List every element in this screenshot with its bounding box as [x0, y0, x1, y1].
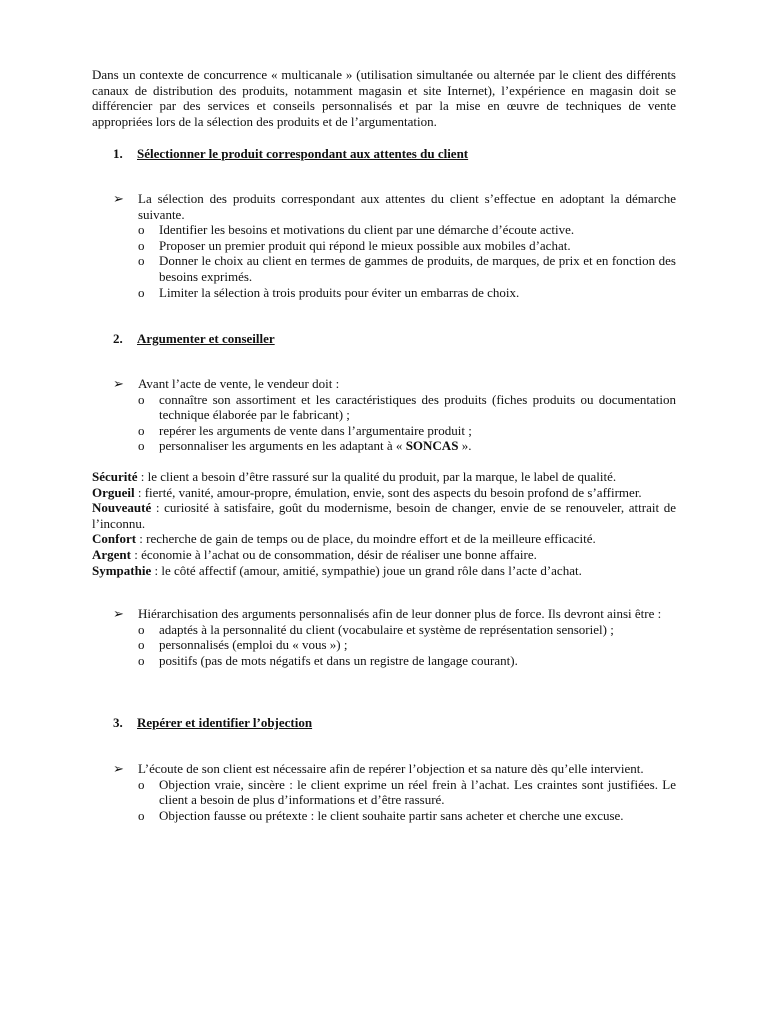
list-item-text: Proposer un premier produit qui répond le mieux possible aux mobiles d’achat.	[159, 237, 571, 253]
section-2-title: Argumenter et conseiller	[137, 331, 275, 346]
definition-text: : économie à l’achat ou de consommation, désir de réaliser une bonne affaire.	[131, 546, 537, 562]
definition-row	[92, 485, 676, 501]
list-item-text: connaître son assortiment et les caractéristiques des produits (fiches produits ou documentation technique élaborée par le fabricant) ;	[159, 391, 676, 423]
definition-text: : le côté affectif (amour, amitié, sympathie) joue un grand rôle dans l’acte d’achat.	[151, 562, 582, 578]
list-item	[138, 808, 676, 824]
section-2-bullet-2	[113, 606, 676, 668]
circle-bullet-icon: o	[138, 652, 145, 668]
list-item	[138, 777, 676, 808]
definition-term: Argent	[92, 546, 131, 562]
section-1-list	[138, 222, 676, 300]
arrow-bullet-icon: ➢	[113, 606, 124, 621]
section-2-bullet-text: Avant l’acte de vente, le vendeur doit :	[138, 376, 340, 391]
section-2-list-2	[138, 622, 676, 669]
list-item	[138, 423, 676, 439]
definition-row	[92, 531, 676, 547]
section-3-list	[138, 777, 676, 824]
soncas-word: SONCAS	[405, 438, 459, 454]
circle-bullet-icon: o	[138, 807, 145, 823]
section-1-bullet	[113, 191, 676, 300]
list-item-text: Objection vraie, sincère : le client exprime un réel frein à l’achat. Les craintes sont justifiées. Le client a besoin de plus d’informations et d’être rassuré.	[159, 776, 676, 808]
definition-text: : fierté, vanité, amour-propre, émulation, envie, sont des aspects du besoin profond de s’affirmer.	[134, 484, 642, 500]
section-3-title: Repérer et identifier l’objection	[137, 715, 313, 730]
list-item	[138, 238, 676, 254]
list-item	[138, 222, 676, 238]
list-item	[138, 637, 676, 653]
section-1-number: 1.	[113, 146, 123, 161]
list-item-text: adaptés à la personnalité du client (vocabulaire et système de représentation sensoriel) ;	[159, 621, 614, 637]
section-1-bullet-text: La sélection des produits correspondant aux attentes du client s’effectue en adoptant la démarche suivante.	[138, 191, 676, 222]
section-2-number: 2.	[113, 331, 123, 346]
section-3-bullet-text: L’écoute de son client est nécessaire afin de repérer l’objection et sa nature dès qu’elle intervient.	[138, 761, 644, 776]
circle-bullet-icon: o	[138, 637, 145, 653]
list-item	[138, 438, 676, 454]
section-1-heading	[113, 146, 676, 162]
list-item	[138, 253, 676, 284]
section-3-heading	[113, 715, 676, 731]
circle-bullet-icon: o	[138, 438, 145, 454]
list-item	[138, 392, 676, 423]
soncas-close: ».	[458, 438, 472, 454]
circle-bullet-icon: o	[138, 284, 145, 300]
soncas-definitions	[92, 469, 676, 578]
section-2-bullet-2-text: Hiérarchisation des arguments personnalisés afin de leur donner plus de force. Ils devront ainsi être :	[138, 606, 662, 621]
circle-bullet-icon: o	[138, 776, 145, 792]
list-item-text: positifs (pas de mots négatifs et dans un registre de langage courant).	[159, 652, 518, 668]
circle-bullet-icon: o	[138, 253, 145, 269]
arrow-bullet-icon: ➢	[113, 761, 124, 776]
definition-text: : recherche de gain de temps ou de place, du moindre effort et de la meilleure efficacité.	[136, 531, 596, 547]
circle-bullet-icon: o	[138, 422, 145, 438]
circle-bullet-icon: o	[138, 222, 145, 238]
section-3-number: 3.	[113, 715, 123, 730]
arrow-bullet-icon: ➢	[113, 376, 124, 391]
definition-text: : le client a besoin d’être rassuré sur la qualité du produit, par la marque, le label de qualité.	[137, 469, 617, 484]
definition-term: Orgueil	[92, 484, 135, 500]
section-2-list	[138, 392, 676, 454]
list-item-text: Objection fausse ou prétexte : le client souhaite partir sans acheter et cherche une excuse.	[159, 807, 624, 823]
list-item-text: repérer les arguments de vente dans l’argumentaire produit ;	[159, 422, 472, 438]
definition-row	[92, 469, 676, 485]
definition-term: Nouveauté	[92, 500, 152, 516]
intro-paragraph: Dans un contexte de concurrence « multicanale » (utilisation simultanée ou alternée par le client des différents canaux de distribution des produits, notamment magasin et site Internet), l’expérience en magasin doit se différencier par des services et conseils personnalisés et par la mise en œuvre de techniques de vente appropriées lors de la sélection des produits et de l’argumentation.	[92, 67, 676, 129]
list-item-text: Limiter la sélection à trois produits pour éviter un embarras de choix.	[159, 284, 520, 300]
list-item-text: personnaliser les arguments en les adaptant à «	[159, 438, 406, 454]
list-item-text: personnalisés (emploi du « vous ») ;	[159, 637, 348, 653]
circle-bullet-icon: o	[138, 391, 145, 407]
circle-bullet-icon: o	[138, 621, 145, 637]
section-2-bullet	[113, 376, 676, 454]
list-item	[138, 653, 676, 669]
definition-term: Confort	[92, 531, 137, 547]
list-item-text: Identifier les besoins et motivations du client par une démarche d’écoute active.	[159, 222, 575, 238]
section-2-heading	[113, 331, 676, 347]
circle-bullet-icon: o	[138, 237, 145, 253]
definition-term: Sécurité	[92, 469, 138, 484]
definition-text: : curiosité à satisfaire, goût du modernisme, besoin de changer, envie de se renouveler, attrait de l’inconnu.	[92, 500, 676, 531]
section-1-title: Sélectionner le produit correspondant aux attentes du client	[137, 146, 469, 161]
definition-row	[92, 563, 676, 579]
list-item	[138, 622, 676, 638]
arrow-bullet-icon: ➢	[113, 191, 124, 206]
definition-term: Sympathie	[92, 562, 152, 578]
definition-row	[92, 500, 676, 531]
definition-row	[92, 547, 676, 563]
list-item-text: Donner le choix au client en termes de gammes de produits, de marques, de prix et en fonction des besoins exprimés.	[159, 253, 676, 284]
section-3-bullet	[113, 761, 676, 823]
list-item	[138, 285, 676, 301]
